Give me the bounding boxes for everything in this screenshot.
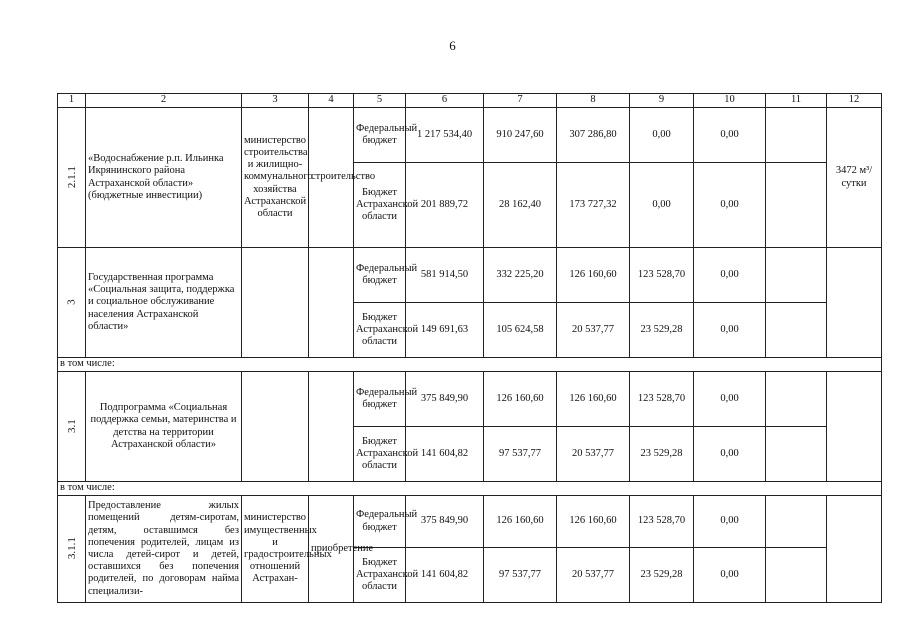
amount-cell [766, 163, 827, 248]
executor-cell: министерство строительства и жилищно-коммунального хозяйства Астраханской области [242, 108, 309, 248]
amount-cell: 0,00 [694, 372, 766, 427]
executor-cell [242, 248, 309, 358]
amount-cell: 126 160,60 [484, 496, 557, 548]
column-header: 11 [766, 94, 827, 108]
row-number: 3 [65, 299, 78, 305]
executor-cell: министерство имущественных и градостроительных отношений Астрахан- [242, 496, 309, 603]
including-label: в том числе: [58, 358, 882, 372]
budget-table [57, 93, 882, 603]
amount-cell: 375 849,90 [406, 496, 484, 548]
amount-cell [766, 303, 827, 358]
amount-cell: 126 160,60 [557, 372, 630, 427]
column-header: 6 [406, 94, 484, 108]
amount-cell: 0,00 [694, 496, 766, 548]
amount-cell: 126 160,60 [557, 496, 630, 548]
column-header: 1 [58, 94, 86, 108]
amount-cell: 149 691,63 [406, 303, 484, 358]
amount-cell: 141 604,82 [406, 548, 484, 603]
amount-cell: 141 604,82 [406, 427, 484, 482]
amount-cell: 173 727,32 [557, 163, 630, 248]
amount-cell: 1 217 534,40 [406, 108, 484, 163]
amount-cell: 126 160,60 [557, 248, 630, 303]
amount-cell: 20 537,77 [557, 427, 630, 482]
amount-cell: 581 914,50 [406, 248, 484, 303]
row-number-cell [58, 248, 86, 358]
amount-cell [766, 248, 827, 303]
funding-source-cell: Федеральный бюджет [354, 372, 406, 427]
funding-source-cell: Федеральный бюджет [354, 108, 406, 163]
amount-cell [766, 372, 827, 427]
amount-cell: 20 537,77 [557, 303, 630, 358]
executor-cell [242, 372, 309, 482]
amount-cell: 23 529,28 [630, 548, 694, 603]
including-label: в том числе: [58, 482, 882, 496]
table-row [58, 248, 882, 303]
row-number-cell [58, 108, 86, 248]
amount-cell: 23 529,28 [630, 427, 694, 482]
work-type-cell: приобретение [309, 496, 354, 603]
amount-cell: 307 286,80 [557, 108, 630, 163]
work-type-cell [309, 248, 354, 358]
amount-cell: 332 225,20 [484, 248, 557, 303]
amount-cell: 0,00 [694, 248, 766, 303]
result-cell: 3472 м³/сутки [827, 108, 882, 248]
amount-cell: 0,00 [694, 108, 766, 163]
amount-cell: 375 849,90 [406, 372, 484, 427]
page-number: 6 [449, 38, 456, 53]
table-row [58, 372, 882, 427]
row-number: 3.1 [65, 419, 78, 433]
amount-cell: 123 528,70 [630, 248, 694, 303]
table-row [58, 496, 882, 548]
column-header: 12 [827, 94, 882, 108]
amount-cell: 0,00 [630, 108, 694, 163]
amount-cell: 123 528,70 [630, 372, 694, 427]
column-header: 4 [309, 94, 354, 108]
amount-cell: 97 537,77 [484, 427, 557, 482]
column-header: 9 [630, 94, 694, 108]
row-number: 3.1.1 [65, 537, 78, 560]
amount-cell: 126 160,60 [484, 372, 557, 427]
amount-cell: 0,00 [694, 427, 766, 482]
column-header: 8 [557, 94, 630, 108]
row-number: 2.1.1 [65, 165, 78, 188]
column-header: 2 [86, 94, 242, 108]
row-number-cell [58, 372, 86, 482]
amount-cell: 105 624,58 [484, 303, 557, 358]
funding-source-cell: Бюджет Астраханской области [354, 163, 406, 248]
funding-source-cell: Бюджет Астраханской области [354, 427, 406, 482]
amount-cell: 0,00 [694, 163, 766, 248]
funding-source-cell: Федеральный бюджет [354, 496, 406, 548]
work-type-cell [309, 372, 354, 482]
result-cell [827, 248, 882, 358]
funding-source-cell: Федеральный бюджет [354, 248, 406, 303]
program-name-cell: «Водоснабжение р.п. Ильинка Икрянинского района Астраханской области» (бюджетные инвестиции) [86, 108, 242, 248]
column-header: 10 [694, 94, 766, 108]
column-header: 5 [354, 94, 406, 108]
amount-cell: 97 537,77 [484, 548, 557, 603]
column-header: 3 [242, 94, 309, 108]
amount-cell [766, 427, 827, 482]
program-name-cell: Государственная программа «Социальная защита, поддержка и социальное обслуживание населения Астраханской области» [86, 248, 242, 358]
amount-cell: 20 537,77 [557, 548, 630, 603]
amount-cell: 0,00 [694, 303, 766, 358]
program-name-cell: Подпрограмма «Социальная поддержка семьи, материнства и детства на территории Астраханской области» [86, 372, 242, 482]
amount-cell: 0,00 [630, 163, 694, 248]
table-row [58, 108, 882, 163]
table-row [58, 482, 882, 496]
funding-source-cell: Бюджет Астраханской области [354, 303, 406, 358]
amount-cell [766, 496, 827, 548]
result-cell [827, 496, 882, 603]
amount-cell: 201 889,72 [406, 163, 484, 248]
row-number-cell [58, 496, 86, 603]
result-cell [827, 372, 882, 482]
column-number-row [58, 94, 882, 108]
table-row [58, 358, 882, 372]
funding-source-cell: Бюджет Астраханской области [354, 548, 406, 603]
amount-cell [766, 108, 827, 163]
amount-cell: 0,00 [694, 548, 766, 603]
amount-cell: 23 529,28 [630, 303, 694, 358]
column-header: 7 [484, 94, 557, 108]
amount-cell: 28 162,40 [484, 163, 557, 248]
program-name-cell: Предоставление жилых помещений детям-сиротам, детям, оставшимся без попечения родителей, лицам из числа детей-сирот и детей, оставшихся без попечения родителей, по договорам найма специализи- [86, 496, 242, 603]
work-type-cell: строительство [309, 108, 354, 248]
amount-cell: 123 528,70 [630, 496, 694, 548]
amount-cell: 910 247,60 [484, 108, 557, 163]
amount-cell [766, 548, 827, 603]
